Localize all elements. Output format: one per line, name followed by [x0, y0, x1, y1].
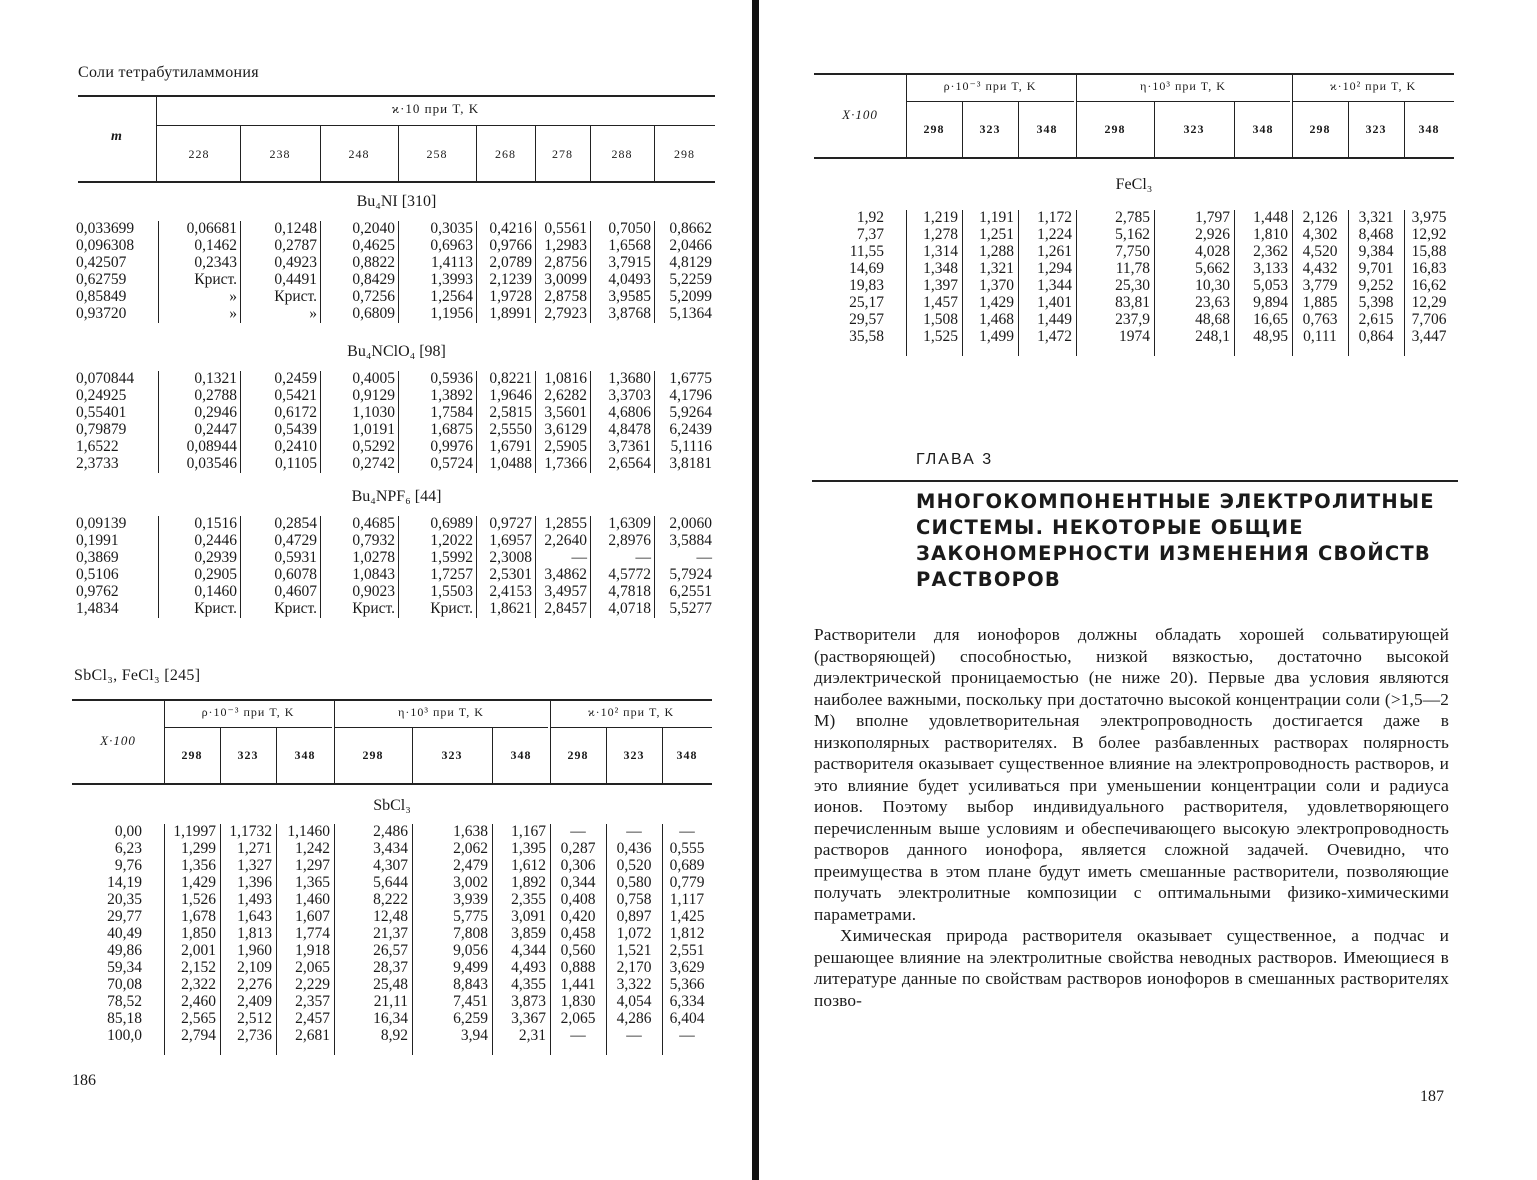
table3-data-column: 3,321 8,468 9,384 9,701 9,252 5,398 2,615 0,864: [1358, 209, 1394, 345]
table1-data-column: 0,4005 0,9129 1,1030 1,0191 0,5292 0,2742: [352, 370, 395, 472]
table1-data-column: 0,1248 0,2787 0,4923 0,4491 Крист. »: [274, 220, 317, 322]
table3-temperature: 323: [979, 122, 1001, 136]
table3-data-column: 1,797 2,926 4,028 5,662 10,30 23,63 48,68 248,1: [1195, 209, 1230, 345]
table1-data-column: 0,8221 1,9646 2,5815 2,5550 1,6791 1,0488: [489, 370, 532, 472]
table3-temperature: 348: [1252, 122, 1274, 136]
table1-data-column: 0,2040 0,4625 0,8822 0,8429 0,7256 0,6809: [352, 220, 395, 322]
table1-temperature: 238: [269, 147, 291, 161]
table2-temperature: 323: [441, 748, 463, 762]
table1-temperature: 228: [188, 147, 210, 161]
table3-group-eta: η·10³ при T, K: [1140, 79, 1226, 93]
table2-data-column: 1,1732 1,271 1,327 1,396 1,493 1,643 1,813 1,960 2,109 2,276 2,409 2,512 2,736: [229, 823, 272, 1044]
table2-data-column: 1,1997 1,299 1,356 1,429 1,526 1,678 1,850 2,001 2,152 2,322 2,460 2,565 2,794: [173, 823, 216, 1044]
table1-data-column: 0,7050 1,6568 3,7915 4,0493 3,9585 3,8768: [608, 220, 651, 322]
table2-group-underline: [164, 727, 332, 728]
table1-header-divider: [240, 125, 241, 181]
table1-data-column: 1,6775 4,1796 5,9264 6,2439 5,1116 3,8181: [669, 370, 712, 472]
table2-temperature: 348: [294, 748, 316, 762]
table1-temperature: 298: [674, 147, 695, 161]
table3-temperature: 323: [1365, 122, 1387, 136]
table2-group-kappa: ϰ·10² при T, K: [587, 705, 675, 719]
table1-data-column: 1,2855 2,2640 — 3,4862 3,4957 2,8457: [544, 515, 587, 617]
table1-data-column: 0,2854 0,4729 0,5931 0,6078 0,4607 Крист.: [274, 515, 317, 617]
table3-group-underline: [1076, 101, 1290, 102]
table1-data-column: 0,5936 1,3892 1,7584 1,6875 0,9976 0,5724: [430, 370, 473, 472]
table3-data-column: 1,219 1,278 1,314 1,348 1,397 1,457 1,508 1,525: [923, 209, 958, 345]
table2-header-divider: [164, 701, 165, 783]
table2-header-divider: [334, 701, 335, 783]
chapter-title-line: РАСТВОРОВ: [916, 568, 1061, 591]
chapter-label: ГЛАВА 3: [916, 451, 994, 468]
table3-data-column: 1,191 1,251 1,288 1,321 1,370 1,429 1,468 1,499: [979, 209, 1014, 345]
page-number-left: 186: [72, 1072, 96, 1089]
table3-data-column: 1,448 1,810 2,362 3,133 5,053 9,894 16,65 48,95: [1253, 209, 1288, 345]
table1-temperature: 258: [426, 147, 448, 161]
table2-row-label: X·100: [100, 733, 136, 748]
table2-temperature: 298: [181, 748, 203, 762]
table2-section-title: SbCl₃: [373, 797, 411, 814]
table2-x-column: 0,00 6,23 9,76 14,19 20,35 29,77 40,49 49,86 59,34 70,08 78,52 85,18 100,0: [107, 823, 142, 1044]
table1-header-divider: [398, 125, 399, 181]
table2-group-rho: ρ·10⁻³ при T, K: [201, 705, 295, 719]
table3-header-divider: [1234, 101, 1235, 157]
table1-m-column: 0,033699 0,096308 0,42507 0,62759 0,85849 0,93720: [76, 220, 135, 322]
table2-temperature: 298: [567, 748, 589, 762]
table3-temperature: 348: [1036, 122, 1058, 136]
table1-data-column: 2,0060 3,5884 — 5,7924 6,2551 5,5277: [669, 515, 712, 617]
table3-header: [814, 73, 1454, 159]
table3-header-divider: [1076, 75, 1077, 157]
table3-header-divider: [1404, 101, 1405, 157]
table3-data-column: 2,126 4,302 4,520 4,432 3,779 1,885 0,763 0,111: [1302, 209, 1338, 345]
table2-data-column: 1,167 1,395 1,612 1,892 2,355 3,091 3,859 4,344 4,493 4,355 3,873 3,367 2,31: [511, 823, 546, 1044]
table2-temperature: 348: [676, 748, 698, 762]
table2-caption: SbCl₃, FeCl₃ [245]: [74, 667, 201, 684]
table1-m-column: 0,09139 0,1991 0,3869 0,5106 0,9762 1,4834: [76, 515, 127, 617]
paragraph-2: Химическая природа растворителя оказывает существенное, а подчас и решающее влияние на электролитные свойства неводных растворов. Имеющиеся в литературе данные по свойствам растворов ионофоров в смешанных растворителях позво-: [814, 926, 1449, 1010]
table2-header-divider: [412, 727, 413, 783]
table2-data-column: — 0,555 0,689 0,779 1,117 1,425 1,812 2,551 3,629 5,366 6,334 6,404 —: [669, 823, 705, 1044]
table1-section-title: Bu₄NI [310]: [356, 193, 437, 210]
table3-header-divider: [962, 101, 963, 157]
table1-header-divider: [535, 125, 536, 181]
table2-group-eta: η·10³ при T, K: [398, 705, 484, 719]
table1-data-column: 0,2459 0,5421 0,6172 0,5439 0,2410 0,1105: [274, 370, 317, 472]
table3-group-underline: [1292, 101, 1454, 102]
table1-temperature: 288: [611, 147, 633, 161]
table1-data-column: 0,4216 0,9766 2,0789 2,1239 1,9728 1,8991: [489, 220, 532, 322]
left-page: [0, 0, 752, 1180]
table2-temperature: 298: [362, 748, 384, 762]
table3-data-column: 1,172 1,224 1,261 1,294 1,344 1,401 1,449 1,472: [1037, 209, 1072, 345]
table3-group-rho: ρ·10⁻³ при T, K: [943, 79, 1037, 93]
table2-data-column: 1,1460 1,242 1,297 1,365 1,460 1,607 1,774 1,918 2,065 2,229 2,357 2,457 2,681: [287, 823, 330, 1044]
table1-data-column: 0,1516 0,2446 0,2939 0,2905 0,1460 Крист.: [194, 515, 237, 617]
table3-temperature: 298: [1104, 122, 1126, 136]
table1-data-column: 0,06681 0,1462 0,2343 Крист. » »: [186, 220, 237, 322]
table3-section-title: FeCl₃: [1115, 176, 1153, 193]
table3-data-column: 2,785 5,162 7,750 11,78 25,30 83,81 237,9 1974: [1115, 209, 1150, 345]
body-text: [814, 624, 1449, 1011]
book-gutter: [752, 0, 759, 1180]
table2-temperature: 323: [237, 748, 259, 762]
table2-data-column: — 0,287 0,306 0,344 0,408 0,420 0,458 0,560 0,888 1,441 1,830 2,065 —: [560, 823, 596, 1044]
table1-data-column: 1,6309 2,8976 — 4,5772 4,7818 4,0718: [608, 515, 651, 617]
table2-temperature: 323: [623, 748, 645, 762]
table2-temperature: 348: [510, 748, 532, 762]
table3-temperature: 323: [1183, 122, 1205, 136]
table2-header-divider: [662, 727, 663, 783]
table1-header: [78, 95, 715, 183]
table1-header-divider: [476, 125, 477, 181]
table2-header-divider: [606, 727, 607, 783]
table1-data-column: 0,4685 0,7932 1,0278 1,0843 0,9023 Крист.: [352, 515, 395, 617]
table2-data-column: 1,638 2,062 2,479 3,002 3,939 5,775 7,808 9,056 9,499 8,843 7,451 6,259 3,94: [453, 823, 488, 1044]
table1-caption: Соли тетрабутиламмония: [78, 64, 259, 81]
page-number-right: 187: [1420, 1088, 1444, 1105]
table1-data-column: 0,8662 2,0466 4,8129 5,2259 5,2099 5,1364: [669, 220, 712, 322]
table1-data-column: 1,0816 2,6282 3,5601 3,6129 2,5905 1,7366: [544, 370, 587, 472]
table1-m-column: 0,070844 0,24925 0,55401 0,79879 1,6522 2,3733: [76, 370, 135, 472]
paragraph-1: Растворители для ионофоров должны обладать хорошей сольватирующей (растворяющей) способностью, низкой вязкостью, достаточно высокой диэлектрической проницаемостью (не ниже 20). Первые два условия являются наиболее важными, поскольку при достаточно высокой концентрации соли (>1,5—2 M) вполне удовлетворительная электропроводность достигается даже в низкополярных растворителях. В более разбавленных растворах полярность растворителя оказывает существенное влияние на электропроводность растворов, и это влияние будет усиливаться при уменьшении концентрации соли и радиуса ионов. Поэтому выбор индивидуального растворителя, удовлетворяющего перечисленным выше условиям и обеспечивающего высокую электропроводность растворов данного ионофора, является сложной задачей. Очевидно, что преимущества в этом плане будут иметь смешанные растворители, позволяющие получать электролитные композиции с оптимальными физико-химическими параметрами.: [814, 625, 1449, 924]
table2-header-divider: [276, 727, 277, 783]
table3-group-kappa: ϰ·10² при T, K: [1329, 79, 1417, 93]
table3-data-column: 3,975 12,92 15,88 16,83 16,62 12,29 7,706 3,447: [1411, 209, 1447, 345]
chapter-rule: [812, 480, 1458, 482]
table3-header-divider: [906, 75, 907, 157]
table1-section-title: Bu₄NPF₆ [44]: [351, 488, 442, 505]
table2-group-underline: [550, 727, 712, 728]
table2-header-divider: [550, 701, 551, 783]
table3-header-divider: [1154, 101, 1155, 157]
table3-row-label: X·100: [842, 107, 878, 122]
table2-group-underline: [334, 727, 548, 728]
table3-temperature: 298: [923, 122, 945, 136]
table1-header-divider: [320, 125, 321, 181]
chapter-title: [916, 489, 1476, 593]
table3-group-underline: [906, 101, 1074, 102]
table3-temperature: 298: [1309, 122, 1331, 136]
table1-data-column: 0,3035 0,6963 1,4113 1,3993 1,2564 1,1956: [430, 220, 473, 322]
table3-x-column: 1,92 7,37 11,55 14,69 19,83 25,17 29,57 35,58: [849, 209, 884, 345]
table3-header-divider: [1348, 101, 1349, 157]
chapter-title-line: СИСТЕМЫ. НЕКОТОРЫЕ ОБЩИЕ: [916, 516, 1304, 539]
table1-data-column: 0,5561 1,2983 2,8756 3,0099 2,8758 2,7923: [544, 220, 587, 322]
table1-header-divider: [654, 125, 655, 181]
right-page: [768, 0, 1537, 1180]
table3-header-divider: [1018, 101, 1019, 157]
table2-header: [72, 699, 712, 785]
table3-header-divider: [1292, 75, 1293, 157]
table1-data-column: 0,1321 0,2788 0,2946 0,2447 0,08944 0,03546: [186, 370, 237, 472]
table3-temperature: 348: [1418, 122, 1440, 136]
table2-header-divider: [492, 727, 493, 783]
table1-data-column: 0,6989 1,2022 1,5992 1,7257 1,5503 Крист.: [430, 515, 473, 617]
table1-temperature: 268: [495, 147, 516, 161]
table1-temperature: 278: [552, 147, 573, 161]
table1-row-label: m: [111, 129, 123, 144]
table1-section-title: Bu₄NClO₄ [98]: [347, 343, 446, 360]
table1-header-divider: [590, 125, 591, 181]
table1-group-label: ϰ·10 при T, K: [391, 101, 480, 116]
table1-data-column: 0,9727 1,6957 2,3008 2,5301 2,4153 1,8621: [489, 515, 532, 617]
chapter-title-line: ЗАКОНОМЕРНОСТИ ИЗМЕНЕНИЯ СВОЙСТВ: [916, 542, 1431, 565]
table2-data-column: 2,486 3,434 4,307 5,644 8,222 12,48 21,37 26,57 28,37 25,48 21,11 16,34 8,92: [373, 823, 408, 1044]
chapter-title-line: МНОГОКОМПОНЕНТНЫЕ ЭЛЕКТРОЛИТНЫЕ: [916, 490, 1435, 513]
table2-header-divider: [220, 727, 221, 783]
table2-data-column: — 0,436 0,520 0,580 0,758 0,897 1,072 1,521 2,170 3,322 4,054 4,286 —: [616, 823, 652, 1044]
table1-data-column: 1,3680 3,3703 4,6806 4,8478 3,7361 2,6564: [608, 370, 651, 472]
table1-temperature: 248: [348, 147, 370, 161]
